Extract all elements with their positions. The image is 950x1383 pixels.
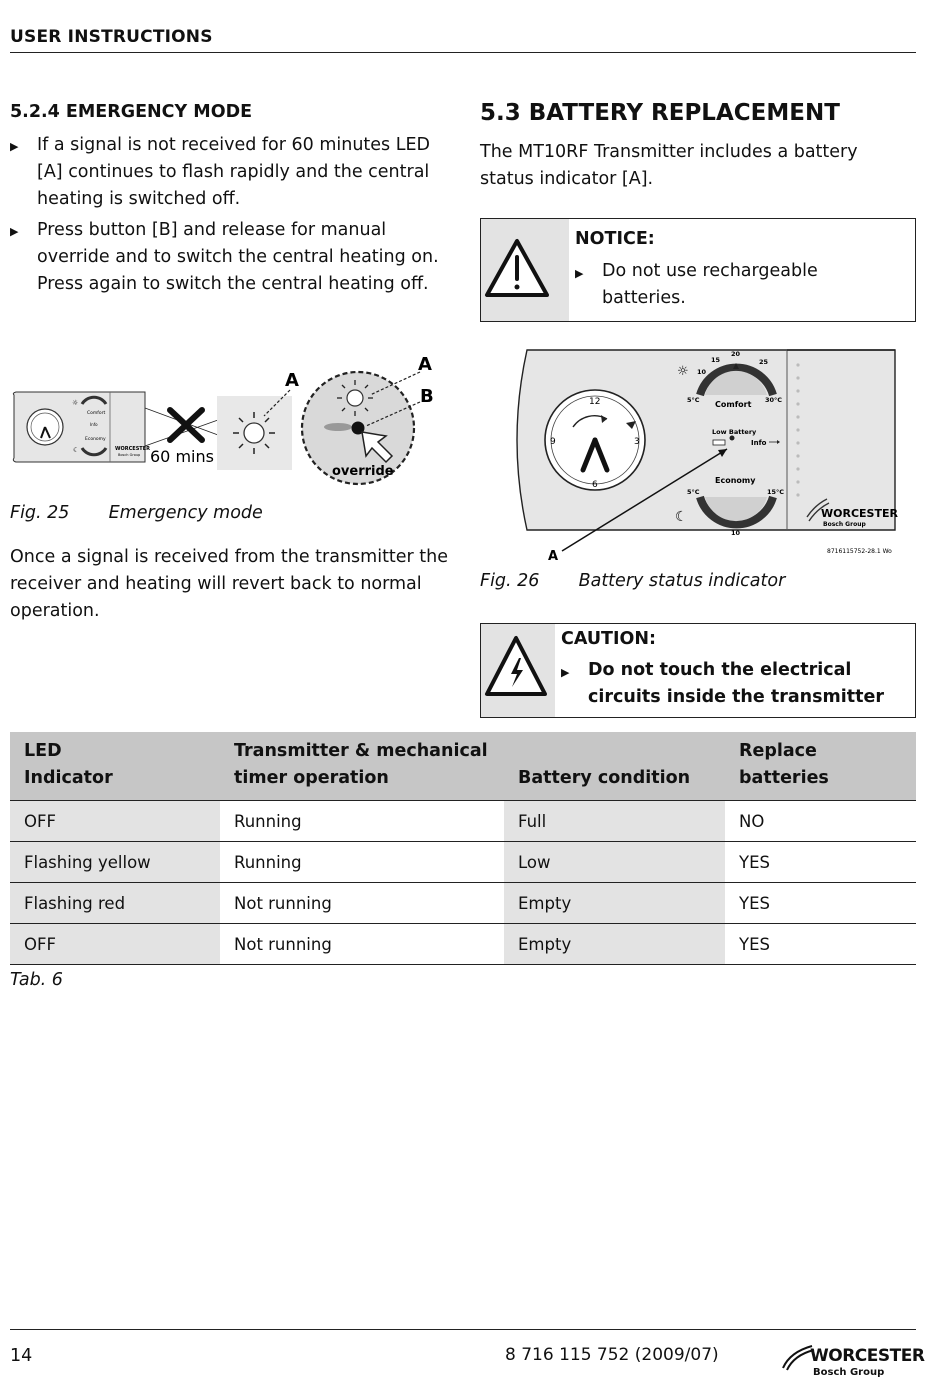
temp-5c-top-label: 5°C [687, 396, 700, 404]
sun-icon: ☼ [72, 399, 79, 407]
fig26-caption [480, 571, 785, 591]
table-caption: Tab. 6 [10, 970, 63, 990]
label-b: B [420, 386, 434, 407]
table-cell: Flashing red [10, 883, 220, 924]
notice-icon-panel [481, 219, 569, 321]
table-cell: OFF [10, 801, 220, 842]
table-cell: YES [725, 883, 916, 924]
battery-intro-paragraph [480, 139, 858, 193]
fig26-title: Battery status indicator [578, 571, 786, 591]
label-a-second: A [418, 354, 432, 375]
text-line: status indicator [A]. [480, 169, 654, 189]
temp-30c-label: 30°C [765, 396, 783, 404]
table-cell: NO [725, 801, 916, 842]
section-heading-battery-replacement: 5.3 BATTERY REPLACEMENT [480, 100, 840, 126]
document-number: 8 716 115 752 (2009/07) [505, 1345, 719, 1365]
temp-15-label: 15 [711, 356, 721, 364]
table-cell: OFF [10, 924, 220, 965]
sixty-mins-label: 60 mins [150, 447, 214, 466]
transmitter-thumbnail [13, 392, 150, 462]
clock-12-label: 12 [589, 397, 601, 407]
moon-icon: ☾ [675, 509, 688, 525]
temp-25-label: 25 [759, 358, 769, 366]
table-header-row [10, 732, 916, 801]
temp-5c-bottom-label: 5°C [687, 488, 700, 496]
comfort-label: Comfort [715, 400, 752, 409]
table-cell: Empty [504, 883, 725, 924]
running-header: USER INSTRUCTIONS [10, 27, 213, 47]
caution-text [588, 657, 884, 711]
caution-box [480, 623, 916, 718]
group-label: Bosch Group [823, 521, 866, 528]
warning-exclamation-icon [481, 219, 569, 321]
bullet-arrow-icon: ▶ [561, 666, 570, 679]
text-line: Do not use rechargeable [602, 261, 818, 281]
notice-title: NOTICE: [575, 229, 655, 249]
header-rule [10, 52, 916, 53]
fig25-number: Fig. 25 [10, 503, 70, 523]
battery-status-figure [505, 345, 905, 565]
notice-box [480, 218, 916, 322]
page-number: 14 [10, 1346, 33, 1366]
table-cell: Full [504, 801, 725, 842]
fig25-title: Emergency mode [108, 503, 263, 523]
table-cell: Not running [220, 883, 504, 924]
label-a-first: A [285, 370, 299, 391]
text-line: Once a signal is received from the transmitter the [10, 547, 449, 567]
moon-icon: ☾ [73, 446, 80, 454]
caution-icon-panel [481, 624, 555, 717]
thumb-group-label: Bosch Group [118, 453, 141, 457]
column-header-transmitter-operation: Transmitter & mechanical timer operation [220, 732, 504, 801]
thumb-comfort-label: Comfort [87, 411, 106, 416]
table-cell: YES [725, 842, 916, 883]
clock-3-label: 3 [634, 437, 640, 447]
table-cell: Not running [220, 924, 504, 965]
bullet-arrow-icon: ▶ [10, 140, 19, 153]
text-line: override and to switch the central heating on. [37, 247, 439, 267]
override-label: override [332, 464, 394, 479]
text-line: heating is switched off. [37, 189, 241, 209]
battery-status-table [10, 732, 916, 965]
zoom-override-circle [302, 372, 414, 484]
thumb-info-label: Info [90, 422, 98, 427]
fig25-caption [10, 503, 263, 523]
text-line: [A] continues to flash rapidly and the central [37, 162, 430, 182]
table-row [10, 883, 916, 924]
clock-6-label: 6 [592, 480, 598, 490]
electric-hazard-icon [481, 624, 555, 717]
text-line: operation. [10, 601, 100, 621]
figure-code-label: 8716115752-28.1 Wo [827, 548, 892, 555]
footer-group: Bosch Group [813, 1367, 885, 1378]
text-line: receiver and heating will revert back to normal [10, 574, 422, 594]
text-line: batteries. [602, 288, 686, 308]
sun-icon: ☼ [677, 364, 689, 379]
signal-received-paragraph [10, 544, 448, 625]
text-line: Do not touch the electrical [588, 660, 852, 680]
fig26-number: Fig. 26 [480, 571, 540, 591]
text-line: Press again to switch the central heating off. [37, 274, 429, 294]
clock-9-label: 9 [550, 437, 556, 447]
text-line: If a signal is not received for 60 minutes LED [37, 135, 431, 155]
text-line: The MT10RF Transmitter includes a battery [480, 142, 858, 162]
emergency-mode-figure [10, 350, 434, 495]
worcester-logo [780, 1340, 925, 1382]
bullet-arrow-icon: ▶ [575, 267, 584, 280]
table-cell: Flashing yellow [10, 842, 220, 883]
no-signal-cross-icon [170, 410, 202, 440]
temp-15c-label: 15°C [767, 488, 785, 496]
bullet-arrow-icon: ▶ [10, 225, 19, 238]
battery-icon [713, 440, 725, 445]
table-row [10, 842, 916, 883]
text-line: Press button [B] and release for manual [37, 220, 387, 240]
table-cell: Empty [504, 924, 725, 965]
notice-text [602, 258, 818, 312]
temp-10-bottom-label: 10 [731, 529, 741, 537]
economy-label: Economy [715, 476, 756, 485]
table-cell: YES [725, 924, 916, 965]
caution-title: CAUTION: [561, 629, 657, 649]
column-header-led-indicator: LED Indicator [10, 732, 220, 801]
section-heading-emergency-mode: 5.2.4 EMERGENCY MODE [10, 102, 253, 122]
mechanical-timer-dial [545, 390, 645, 490]
thumb-economy-label: Economy [85, 437, 106, 442]
column-header-battery-condition: Battery condition [504, 732, 725, 801]
table-row [10, 924, 916, 965]
table-cell: Running [220, 801, 504, 842]
footer-rule [10, 1329, 916, 1330]
table-row [10, 801, 916, 842]
battery-led [730, 436, 735, 441]
footer-brand: WORCESTER [810, 1346, 925, 1366]
thumb-brand-label: WORCESTER [115, 446, 150, 452]
table-cell: Low [504, 842, 725, 883]
column-header-replace-batteries: Replace batteries [725, 732, 916, 801]
text-line: circuits inside the transmitter [588, 687, 884, 707]
brand-label: WORCESTER [821, 507, 898, 520]
temp-10-label: 10 [697, 368, 707, 376]
info-label: Info [751, 439, 767, 447]
led-flashing-panel [217, 396, 292, 470]
temp-20-label: 20 [731, 350, 741, 358]
label-a-battery: A [548, 549, 559, 564]
table-cell: Running [220, 842, 504, 883]
low-battery-label: Low Battery [712, 428, 757, 436]
